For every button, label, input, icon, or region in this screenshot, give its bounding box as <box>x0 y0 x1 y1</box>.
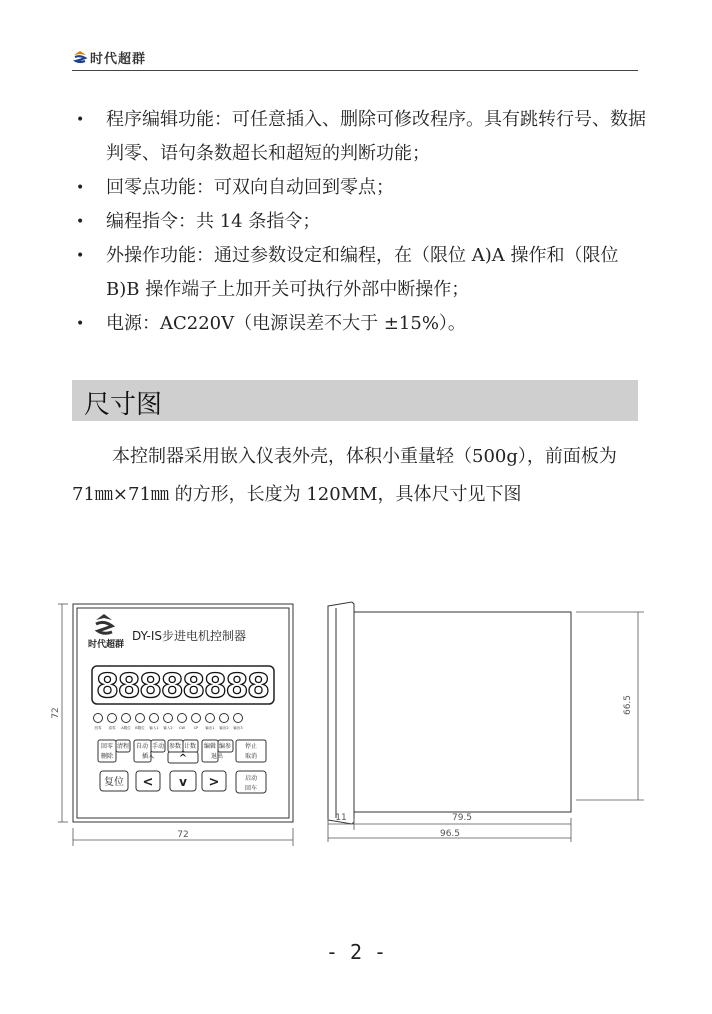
side-view <box>328 602 571 824</box>
dimension-drawing <box>40 590 680 860</box>
company-logo-icon <box>72 50 88 66</box>
side-flange-label: 11 <box>335 813 347 823</box>
led-indicator <box>136 714 145 723</box>
led-label: 回零 <box>94 726 102 730</box>
key-label: 插入 <box>141 753 155 760</box>
key-label: 回车 <box>244 785 258 792</box>
key-label: 自动 <box>135 743 149 750</box>
key-label: 编参 <box>218 743 232 750</box>
led-indicator <box>178 714 187 723</box>
key-label: 回零 <box>100 743 114 750</box>
front-height-label: 72 <box>51 707 61 719</box>
list-item: • 程序编辑功能：可任意插入、删除可修改程序。具有跳转行号、数据判零、语句条数超长和超短的判断功能； <box>76 109 646 164</box>
front-model: DY-IS步进电机控制器 <box>132 629 246 643</box>
led-indicator <box>192 714 201 723</box>
key-label: 取消 <box>244 753 258 760</box>
led-label: 输入2 <box>163 726 173 730</box>
brand-name: 时代超群 <box>90 52 147 67</box>
front-brand: 时代超群 <box>88 640 125 650</box>
left-arrow-icon: < <box>142 775 154 790</box>
page-header <box>72 48 638 71</box>
key-label: 停止 <box>244 743 258 750</box>
led-indicator <box>220 714 229 723</box>
key-label: 编辑 <box>203 743 217 750</box>
side-dimensions <box>328 612 644 842</box>
led-label: 清零 <box>108 726 116 730</box>
led-label: 输入1 <box>149 726 159 730</box>
led-indicator <box>108 714 117 723</box>
key-label: 手动 <box>151 743 165 750</box>
section-title: 尺寸图 <box>84 390 163 420</box>
led-indicator <box>150 714 159 723</box>
key-label: 复位 <box>104 777 124 788</box>
led-labels <box>95 725 243 730</box>
key-label: 参数 <box>168 743 182 750</box>
led-label: CP <box>193 726 199 730</box>
led-label: 输出1 <box>205 726 215 730</box>
segment-display: 88888888 <box>96 666 270 705</box>
led-row <box>94 714 243 723</box>
led-indicator <box>94 714 103 723</box>
list-item: • 外操作功能：通过参数设定和编程，在（限位 A)A 操作和（限位 B)B 操作端子上加开关可执行外部中断操作； <box>76 245 619 300</box>
key-label: 删除 <box>100 753 114 760</box>
key-label: 计数 <box>183 743 197 750</box>
led-label: B限位 <box>135 726 145 730</box>
led-indicator <box>122 714 131 723</box>
key-label: 启动 <box>244 775 258 782</box>
key-label: 退出 <box>210 753 224 760</box>
led-indicator <box>164 714 173 723</box>
down-arrow-icon: v <box>179 775 187 789</box>
led-label: A限位 <box>121 726 131 730</box>
section-heading <box>72 380 638 421</box>
side-total-label: 96.5 <box>439 829 461 839</box>
side-height-label: 66.5 <box>623 694 633 716</box>
body-paragraph: 本控制器采用嵌入仪表外壳，体积小重量轻（500g），前面板为 71㎜×71㎜ 的方形，长度为 120MM，具体尺寸见下图 <box>72 446 617 505</box>
up-arrow-icon: ^ <box>178 753 188 764</box>
feature-list <box>76 103 646 341</box>
list-item: • 回零点功能：可双向自动回到零点； <box>76 177 394 198</box>
key-label: 清程 <box>116 743 130 750</box>
page-number: - 2 - <box>325 940 387 964</box>
right-arrow-icon: > <box>208 775 220 790</box>
led-label: 输出2 <box>219 726 229 730</box>
list-item: • 电源：AC220V（电源误差不大于 ±15%）。 <box>76 313 466 334</box>
list-item: • 编程指令：共 14 条指令； <box>76 211 321 232</box>
side-body-label: 79.5 <box>451 813 473 823</box>
led-indicator <box>206 714 215 723</box>
led-label: 输出3 <box>233 726 243 730</box>
front-width-label: 72 <box>177 830 189 840</box>
led-indicator <box>234 714 243 723</box>
led-label: CW <box>179 726 185 730</box>
